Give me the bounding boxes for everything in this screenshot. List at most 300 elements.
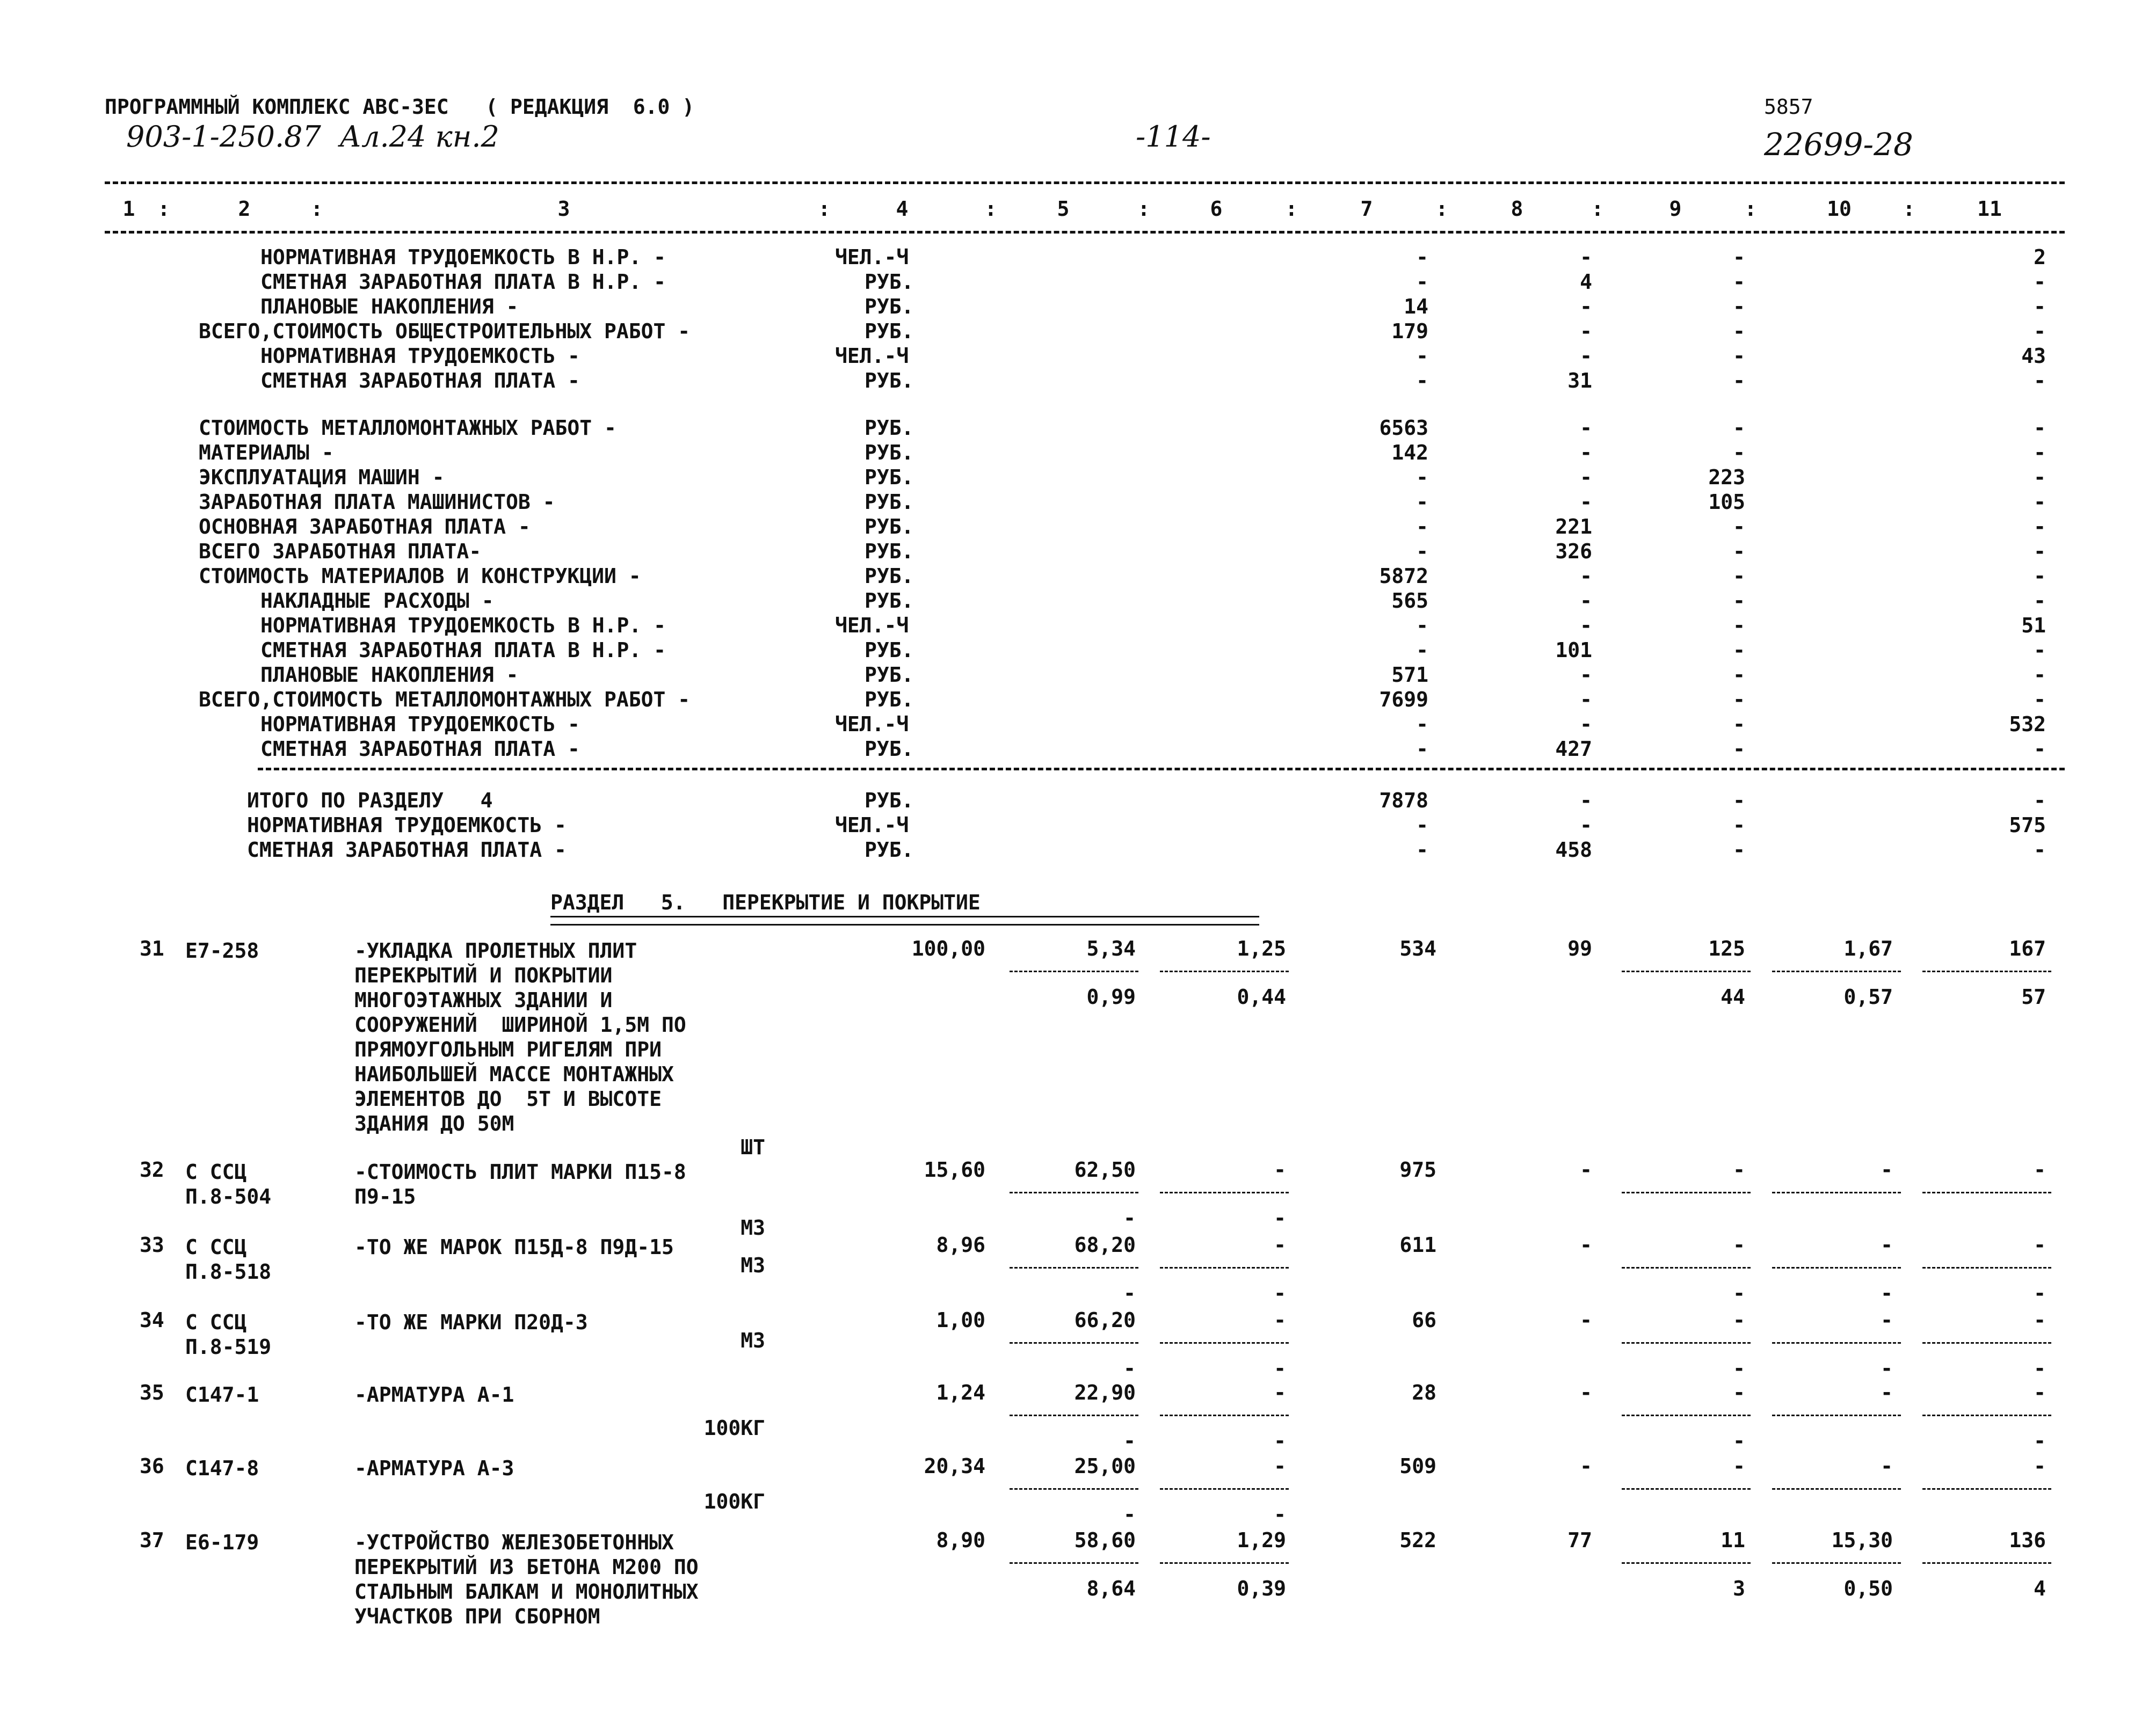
item-c9: 125: [1708, 937, 1745, 960]
summary-label: СТОИМОСТЬ МЕТАЛЛОМОНТАЖНЫХ РАБОТ -: [199, 416, 616, 440]
summary-unit: РУБ.: [865, 270, 914, 294]
item-number: 31: [140, 937, 164, 960]
summary-col8: -: [1580, 465, 1592, 489]
item-c6-sub: -: [1274, 1357, 1286, 1380]
subtotal-rule: [1160, 1192, 1289, 1193]
summary-unit: РУБ.: [865, 441, 914, 464]
column-header-11: 11: [1977, 197, 2002, 221]
item-unit: М3: [741, 1216, 765, 1240]
summary-col9: -: [1733, 441, 1745, 464]
subtotal-rule: [1922, 1192, 2051, 1193]
subtotal-rule: [1772, 1192, 1901, 1193]
summary-unit: ЧЕЛ.-Ч: [835, 614, 909, 637]
subtotal-rule: [1622, 1267, 1751, 1269]
item-c6: -: [1274, 1454, 1286, 1478]
item-number: 35: [140, 1381, 164, 1404]
subtotal-rule: [1922, 1488, 2051, 1490]
item-c6-sub: -: [1274, 1281, 1286, 1305]
item-c7: 534: [1399, 937, 1436, 960]
summary-col11: -: [2034, 270, 2046, 294]
summary-col7: 142: [1391, 441, 1428, 464]
summary-col7: 6563: [1379, 416, 1428, 440]
item-c6: 1,29: [1237, 1528, 1286, 1552]
item-c9-sub: -: [1733, 1281, 1745, 1305]
item-c9-sub: -: [1733, 1429, 1745, 1453]
summary-unit: РУБ.: [865, 319, 914, 343]
summary-col8: -: [1580, 490, 1592, 514]
item-c9: -: [1733, 1308, 1745, 1332]
summary-col9: 223: [1708, 465, 1745, 489]
item-c11: 167: [2009, 937, 2046, 960]
section-total-rule: [258, 768, 2065, 770]
item-c6: -: [1274, 1158, 1286, 1182]
summary-col11: -: [2034, 540, 2046, 563]
summary-col11: -: [2034, 441, 2046, 464]
summary-label: СМЕТНАЯ ЗАРАБОТНАЯ ПЛАТА -: [260, 369, 580, 392]
summary-unit: РУБ.: [865, 663, 914, 687]
summary-col9: -: [1733, 270, 1745, 294]
header-rule-top: [105, 181, 2065, 184]
column-header-8: 8: [1511, 197, 1523, 221]
summary-col11: -: [2034, 515, 2046, 538]
item-c10-sub: -: [1881, 1281, 1893, 1305]
item-c9-sub: 3: [1733, 1577, 1745, 1600]
section-title-underline: [550, 916, 1259, 926]
summary-col8: -: [1580, 663, 1592, 687]
summary-col7: 7878: [1379, 789, 1428, 812]
summary-col11: -: [2034, 789, 2046, 812]
summary-col9: -: [1733, 638, 1745, 662]
subtotal-rule: [1922, 1415, 2051, 1416]
item-c5: 62,50: [1074, 1158, 1136, 1182]
subtotal-rule: [1772, 1267, 1901, 1269]
summary-col7: -: [1416, 245, 1428, 269]
item-c5-sub: -: [1123, 1357, 1136, 1380]
item-c5: 68,20: [1074, 1233, 1136, 1257]
item-c5-sub: -: [1123, 1429, 1136, 1453]
header-rule-bottom: [105, 231, 2065, 234]
summary-unit: РУБ.: [865, 838, 914, 862]
summary-col9: -: [1733, 614, 1745, 637]
column-separator: :: [1744, 197, 1757, 221]
summary-col8: 427: [1555, 737, 1592, 761]
summary-col7: -: [1416, 838, 1428, 862]
item-c7: 66: [1412, 1308, 1436, 1332]
item-c11: 136: [2009, 1528, 2046, 1552]
summary-label: ЭКСПЛУАТАЦИЯ МАШИН -: [199, 465, 445, 489]
summary-col8: -: [1580, 319, 1592, 343]
summary-col11: -: [2034, 490, 2046, 514]
column-separator: :: [310, 197, 323, 221]
item-c10-sub: 0,50: [1843, 1577, 1893, 1600]
summary-col7: 565: [1391, 589, 1428, 613]
summary-col11: -: [2034, 589, 2046, 613]
summary-col7: -: [1416, 638, 1428, 662]
summary-col9: -: [1733, 589, 1745, 613]
summary-col7: -: [1416, 344, 1428, 368]
item-c7: 975: [1399, 1158, 1436, 1182]
summary-unit: ЧЕЛ.-Ч: [835, 344, 909, 368]
item-c11-sub: 4: [2034, 1577, 2046, 1600]
item-code: С147-8: [185, 1456, 259, 1480]
subtotal-rule: [1160, 1267, 1289, 1269]
subtotal-rule: [1010, 1562, 1138, 1564]
item-c6-sub: 0,44: [1237, 985, 1286, 1009]
summary-col7: -: [1416, 737, 1428, 761]
summary-col11: -: [2034, 465, 2046, 489]
summary-label: СМЕТНАЯ ЗАРАБОТНАЯ ПЛАТА -: [247, 838, 567, 862]
item-unit: 100КГ: [703, 1416, 765, 1440]
subtotal-rule: [1922, 1562, 2051, 1564]
summary-unit: ЧЕЛ.-Ч: [835, 712, 909, 736]
column-header-4: 4: [896, 197, 909, 221]
subtotal-rule: [1160, 1488, 1289, 1490]
item-c10: 15,30: [1831, 1528, 1893, 1552]
summary-col8: -: [1580, 564, 1592, 588]
item-c10: -: [1881, 1308, 1893, 1332]
summary-col9: -: [1733, 319, 1745, 343]
subtotal-rule: [1010, 1192, 1138, 1193]
subtotal-rule: [1622, 1342, 1751, 1344]
summary-col9: -: [1733, 789, 1745, 812]
item-c8: -: [1580, 1233, 1592, 1257]
item-unit: М3: [741, 1254, 765, 1277]
column-header-1: 1: [122, 197, 135, 221]
column-separator: :: [1591, 197, 1604, 221]
summary-col11: -: [2034, 638, 2046, 662]
item-c4: 1,00: [936, 1308, 985, 1332]
summary-col8: -: [1580, 712, 1592, 736]
summary-col8: -: [1580, 688, 1592, 711]
summary-unit: ЧЕЛ.-Ч: [835, 245, 909, 269]
summary-col8: -: [1580, 441, 1592, 464]
item-c4: 20,34: [924, 1454, 985, 1478]
item-c10: -: [1881, 1454, 1893, 1478]
summary-unit: РУБ.: [865, 688, 914, 711]
item-c5: 66,20: [1074, 1308, 1136, 1332]
column-header-6: 6: [1210, 197, 1223, 221]
item-c4: 8,90: [936, 1528, 985, 1552]
item-c8: -: [1580, 1381, 1592, 1404]
summary-col9: -: [1733, 564, 1745, 588]
summary-col9: 105: [1708, 490, 1745, 514]
subtotal-rule: [1772, 1488, 1901, 1490]
summary-col7: 571: [1391, 663, 1428, 687]
item-code: С ССЦ П.8-519: [185, 1310, 272, 1359]
summary-col7: -: [1416, 515, 1428, 538]
summary-label: ВСЕГО,СТОИМОСТЬ МЕТАЛЛОМОНТАЖНЫХ РАБОТ -: [199, 688, 691, 711]
column-header-10: 10: [1827, 197, 1852, 221]
subtotal-rule: [1772, 971, 1901, 972]
item-c6-sub: 0,39: [1237, 1577, 1286, 1600]
summary-col9: -: [1733, 813, 1745, 837]
summary-label: СТОИМОСТЬ МАТЕРИАЛОВ И КОНСТРУКЦИИ -: [199, 564, 641, 588]
section-5-title: РАЗДЕЛ 5. ПЕРЕКРЫТИЕ И ПОКРЫТИЕ: [550, 891, 981, 914]
item-c6: -: [1274, 1233, 1286, 1257]
item-c4: 1,24: [936, 1381, 985, 1404]
item-code: Е7-258: [185, 939, 259, 963]
summary-col11: 51: [2021, 614, 2046, 637]
item-c5-sub: -: [1123, 1503, 1136, 1526]
subtotal-rule: [1160, 1415, 1289, 1416]
subtotal-rule: [1010, 971, 1138, 972]
summary-col8: 458: [1555, 838, 1592, 862]
summary-col8: -: [1580, 589, 1592, 613]
summary-col11: 43: [2021, 344, 2046, 368]
item-c5: 58,60: [1074, 1528, 1136, 1552]
summary-label: ВСЕГО ЗАРАБОТНАЯ ПЛАТА-: [199, 540, 482, 563]
summary-col7: 14: [1404, 295, 1428, 318]
summary-col7: -: [1416, 712, 1428, 736]
summary-label: НОРМАТИВНАЯ ТРУДОЕМКОСТЬ -: [260, 344, 580, 368]
item-c5-sub: -: [1123, 1281, 1136, 1305]
item-number: 37: [140, 1528, 164, 1552]
item-c9: -: [1733, 1381, 1745, 1404]
item-c6-sub: -: [1274, 1503, 1286, 1526]
summary-col7: -: [1416, 270, 1428, 294]
summary-col9: -: [1733, 416, 1745, 440]
item-description: -ТО ЖЕ МАРОК П15Д-8 П9Д-15: [354, 1235, 674, 1259]
item-c4: 8,96: [936, 1233, 985, 1257]
summary-col11: -: [2034, 416, 2046, 440]
summary-col9: -: [1733, 688, 1745, 711]
item-c11: -: [2034, 1381, 2046, 1404]
summary-label: НОРМАТИВНАЯ ТРУДОЕМКОСТЬ В Н.Р. -: [260, 614, 666, 637]
item-c8: 77: [1567, 1528, 1592, 1552]
item-c10-sub: 0,57: [1843, 985, 1893, 1009]
column-separator: :: [1903, 197, 1915, 221]
item-c11: -: [2034, 1454, 2046, 1478]
summary-col9: -: [1733, 295, 1745, 318]
subtotal-rule: [1622, 1562, 1751, 1564]
summary-col7: -: [1416, 614, 1428, 637]
summary-col11: -: [2034, 688, 2046, 711]
item-description: -СТОИМОСТЬ ПЛИТ МАРКИ П15-8 П9-15: [354, 1160, 686, 1208]
item-code: С ССЦ П.8-504: [185, 1160, 272, 1208]
summary-label: НОРМАТИВНАЯ ТРУДОЕМКОСТЬ В Н.Р. -: [260, 245, 666, 269]
item-description: -АРМАТУРА А-1: [354, 1383, 514, 1407]
item-c8: -: [1580, 1308, 1592, 1332]
summary-unit: РУБ.: [865, 789, 914, 812]
subtotal-rule: [1160, 971, 1289, 972]
summary-col11: 2: [2034, 245, 2046, 269]
summary-label: НОРМАТИВНАЯ ТРУДОЕМКОСТЬ -: [247, 813, 567, 837]
subtotal-rule: [1772, 1562, 1901, 1564]
summary-label: НАКЛАДНЫЕ РАСХОДЫ -: [260, 589, 494, 613]
item-code: С147-1: [185, 1383, 259, 1407]
column-separator: :: [1435, 197, 1448, 221]
column-header-3: 3: [557, 197, 570, 221]
item-c8: -: [1580, 1158, 1592, 1182]
column-header-9: 9: [1669, 197, 1682, 221]
summary-col7: 5872: [1379, 564, 1428, 588]
item-c7: 522: [1399, 1528, 1436, 1552]
summary-label: СМЕТНАЯ ЗАРАБОТНАЯ ПЛАТА В Н.Р. -: [260, 270, 666, 294]
item-c11-sub: -: [2034, 1281, 2046, 1305]
summary-label: ПЛАНОВЫЕ НАКОПЛЕНИЯ -: [260, 663, 519, 687]
summary-unit: ЧЕЛ.-Ч: [835, 813, 909, 837]
summary-unit: РУБ.: [865, 369, 914, 392]
subtotal-rule: [1772, 1342, 1901, 1344]
summary-col11: -: [2034, 319, 2046, 343]
program-header: ПРОГРАММНЫЙ КОМПЛЕКС АВС-ЗЕС ( РЕДАКЦИЯ 6.0 ): [105, 95, 695, 119]
summary-col7: -: [1416, 465, 1428, 489]
summary-col7: -: [1416, 813, 1428, 837]
summary-col8: -: [1580, 789, 1592, 812]
subtotal-rule: [1922, 1267, 2051, 1269]
archive-number: 5857: [1764, 95, 1813, 119]
subtotal-rule: [1010, 1267, 1138, 1269]
summary-unit: РУБ.: [865, 737, 914, 761]
summary-col8: -: [1580, 614, 1592, 637]
subtotal-rule: [1010, 1342, 1138, 1344]
item-c5: 22,90: [1074, 1381, 1136, 1404]
item-code: С ССЦ П.8-518: [185, 1235, 272, 1284]
summary-unit: РУБ.: [865, 295, 914, 318]
summary-col9: -: [1733, 344, 1745, 368]
subtotal-rule: [1010, 1488, 1138, 1490]
summary-col8: -: [1580, 295, 1592, 318]
document-code: 903-1-250.87 Ал.24 кн.2: [126, 120, 499, 154]
item-c10: 1,67: [1843, 937, 1893, 960]
summary-col11: 532: [2009, 712, 2046, 736]
summary-col11: -: [2034, 838, 2046, 862]
summary-unit: РУБ.: [865, 540, 914, 563]
item-code: Е6-179: [185, 1531, 259, 1554]
column-separator: :: [1285, 197, 1298, 221]
subtotal-rule: [1922, 971, 2051, 972]
summary-col9: -: [1733, 712, 1745, 736]
summary-col7: 7699: [1379, 688, 1428, 711]
summary-col11: -: [2034, 295, 2046, 318]
item-number: 32: [140, 1158, 164, 1182]
column-separator: :: [1137, 197, 1150, 221]
summary-col8: -: [1580, 245, 1592, 269]
item-description: -ТО ЖЕ МАРКИ П20Д-3: [354, 1310, 588, 1334]
summary-col9: -: [1733, 369, 1745, 392]
column-header-2: 2: [238, 197, 251, 221]
item-c9: -: [1733, 1454, 1745, 1478]
item-c10: -: [1881, 1158, 1893, 1182]
column-separator: :: [984, 197, 997, 221]
summary-col8: -: [1580, 416, 1592, 440]
summary-unit: РУБ.: [865, 490, 914, 514]
summary-col9: -: [1733, 245, 1745, 269]
item-description: -АРМАТУРА А-3: [354, 1456, 514, 1480]
item-c9: -: [1733, 1233, 1745, 1257]
summary-col9: -: [1733, 838, 1745, 862]
summary-col8: 4: [1580, 270, 1592, 294]
item-unit: 100КГ: [703, 1490, 765, 1513]
summary-col7: -: [1416, 540, 1428, 563]
summary-label: ИТОГО ПО РАЗДЕЛУ 4: [247, 789, 493, 812]
item-c11: -: [2034, 1233, 2046, 1257]
column-header-7: 7: [1360, 197, 1373, 221]
item-unit: М3: [741, 1329, 765, 1352]
summary-label: ВСЕГО,СТОИМОСТЬ ОБЩЕСТРОИТЕЛЬНЫХ РАБОТ -: [199, 319, 691, 343]
item-c5: 5,34: [1086, 937, 1136, 960]
item-c4: 15,60: [924, 1158, 985, 1182]
item-c5: 25,00: [1074, 1454, 1136, 1478]
item-description: -УСТРОЙСТВО ЖЕЛЕЗОБЕТОННЫХ ПЕРЕКРЫТИЙ ИЗ БЕТОНА М200 ПО СТАЛЬНЫМ БАЛКАМ И МОНОЛИТНЫХ УЧАСТКОВ ПРИ СБОРНОМ: [354, 1531, 699, 1628]
item-c7: 509: [1399, 1454, 1436, 1478]
item-c6-sub: -: [1274, 1429, 1286, 1453]
summary-unit: РУБ.: [865, 564, 914, 588]
summary-col7: -: [1416, 490, 1428, 514]
summary-label: НОРМАТИВНАЯ ТРУДОЕМКОСТЬ -: [260, 712, 580, 736]
summary-col9: -: [1733, 737, 1745, 761]
subtotal-rule: [1160, 1562, 1289, 1564]
summary-col8: 31: [1567, 369, 1592, 392]
item-c10: -: [1881, 1233, 1893, 1257]
item-c9: 11: [1721, 1528, 1745, 1552]
item-c6: 1,25: [1237, 937, 1286, 960]
column-separator: :: [818, 197, 831, 221]
item-c9-sub: 44: [1721, 985, 1745, 1009]
handwritten-number: 22699-28: [1764, 126, 1913, 163]
subtotal-rule: [1622, 1488, 1751, 1490]
item-c5-sub: -: [1123, 1206, 1136, 1230]
summary-unit: РУБ.: [865, 515, 914, 538]
summary-label: СМЕТНАЯ ЗАРАБОТНАЯ ПЛАТА -: [260, 737, 580, 761]
subtotal-rule: [1622, 1192, 1751, 1193]
summary-col11: 575: [2009, 813, 2046, 837]
item-number: 34: [140, 1308, 164, 1332]
item-unit: ШТ: [741, 1135, 765, 1159]
item-c11-sub: -: [2034, 1429, 2046, 1453]
page-number: -114-: [1136, 120, 1211, 154]
summary-col9: -: [1733, 663, 1745, 687]
summary-col11: -: [2034, 663, 2046, 687]
item-c7: 611: [1399, 1233, 1436, 1257]
summary-col7: 179: [1391, 319, 1428, 343]
subtotal-rule: [1922, 1342, 2051, 1344]
item-c7: 28: [1412, 1381, 1436, 1404]
item-c8: -: [1580, 1454, 1592, 1478]
summary-label: ОСНОВНАЯ ЗАРАБОТНАЯ ПЛАТА -: [199, 515, 531, 538]
item-number: 33: [140, 1233, 164, 1257]
item-c9: -: [1733, 1158, 1745, 1182]
item-c10: -: [1881, 1381, 1893, 1404]
summary-col9: -: [1733, 540, 1745, 563]
summary-label: ЗАРАБОТНАЯ ПЛАТА МАШИНИСТОВ -: [199, 490, 555, 514]
summary-label: ПЛАНОВЫЕ НАКОПЛЕНИЯ -: [260, 295, 519, 318]
summary-col8: 101: [1555, 638, 1592, 662]
item-c11: -: [2034, 1158, 2046, 1182]
summary-col7: -: [1416, 369, 1428, 392]
summary-label: СМЕТНАЯ ЗАРАБОТНАЯ ПЛАТА В Н.Р. -: [260, 638, 666, 662]
summary-col11: -: [2034, 369, 2046, 392]
subtotal-rule: [1622, 971, 1751, 972]
summary-unit: РУБ.: [865, 638, 914, 662]
item-description: -УКЛАДКА ПРОЛЕТНЫХ ПЛИТ ПЕРЕКРЫТИЙ И ПОКРЫТИИ МНОГОЭТАЖНЫХ ЗДАНИИ И СООРУЖЕНИЙ ШИРИНОЙ 1,5М ПО ПРЯМОУГОЛЬНЫМ РИГЕЛЯМ ПРИ НАИБОЛЬШЕЙ МАССЕ МОНТАЖНЫХ ЭЛЕМЕНТОВ ДО 5Т И ВЫСОТЕ ЗДАНИЯ ДО 50М: [354, 939, 686, 1135]
item-c6-sub: -: [1274, 1206, 1286, 1230]
summary-col9: -: [1733, 515, 1745, 538]
summary-unit: РУБ.: [865, 589, 914, 613]
column-header-5: 5: [1057, 197, 1070, 221]
summary-unit: РУБ.: [865, 416, 914, 440]
summary-col8: -: [1580, 813, 1592, 837]
item-c5-sub: 0,99: [1086, 985, 1136, 1009]
item-c10-sub: -: [1881, 1357, 1893, 1380]
summary-label: МАТЕРИАЛЫ -: [199, 441, 334, 464]
item-c8: 99: [1567, 937, 1592, 960]
subtotal-rule: [1622, 1415, 1751, 1416]
item-c9-sub: -: [1733, 1357, 1745, 1380]
item-c6: -: [1274, 1381, 1286, 1404]
item-c11: -: [2034, 1308, 2046, 1332]
summary-col11: -: [2034, 737, 2046, 761]
